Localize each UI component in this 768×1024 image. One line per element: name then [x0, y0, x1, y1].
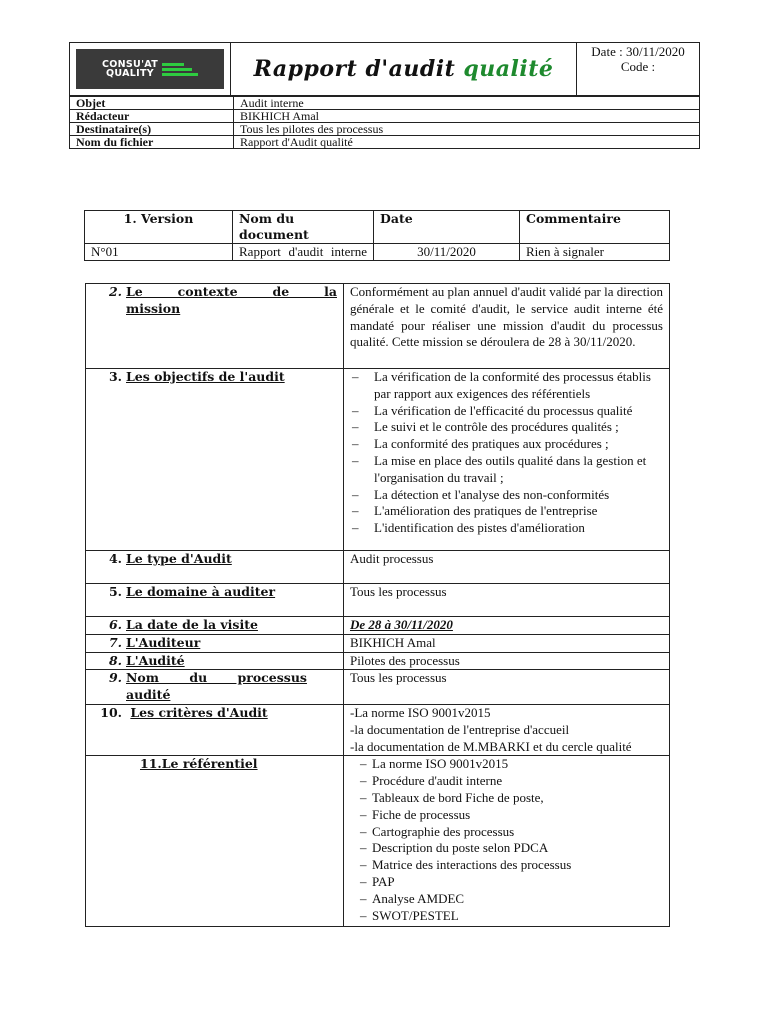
date-code-cell [577, 43, 700, 96]
list-item: – L'identification des pistes d'amélioration [370, 520, 663, 537]
page-title: Rapport d'audit qualité [253, 56, 554, 82]
list-item: – SWOT/PESTEL [372, 908, 663, 925]
list-item: – PAP [372, 874, 663, 891]
company-logo [76, 49, 224, 89]
document-date: Date : 30/11/2020 [591, 44, 685, 59]
info-row: Destinataire(s) Tous les pilotes des processus [70, 123, 700, 136]
info-row: Objet Audit interne [70, 97, 700, 110]
version-header-row: 1. Version Nom du document Date Commentaire [85, 211, 670, 244]
list-item: -la documentation de M.MBARKI et du cercle qualité [350, 738, 632, 754]
list-item: – La mise en place des outils qualité dans la gestion et l'organisation du travail ; [370, 453, 663, 487]
title-cell [231, 43, 577, 96]
version-doc-name: Rapport d'audit interne [233, 244, 374, 261]
referentiel-list [350, 756, 663, 924]
list-item: – Tableaux de bord Fiche de poste, [372, 790, 663, 807]
list-item: – La détection et l'analyse des non-conformités [370, 487, 663, 504]
row-audite: 8. L'Audité Pilotes des processus [86, 652, 670, 670]
list-item: – La vérification de l'efficacité du processus qualité [370, 403, 663, 420]
logo-line-2: QUALITY [106, 68, 154, 79]
list-item: – La norme ISO 9001v2015 [372, 756, 663, 773]
info-row: Rédacteur BIKHICH Amal [70, 110, 700, 123]
list-item: – Procédure d'audit interne [372, 773, 663, 790]
row-date-visite: 6. La date de la visite De 28 à 30/11/2020 [86, 617, 670, 635]
list-item: – La conformité des pratiques aux procédures ; [370, 436, 663, 453]
list-item: – Fiche de processus [372, 807, 663, 824]
row-domaine: 5. Le domaine à auditer Tous les processus [86, 584, 670, 617]
version-table [84, 210, 670, 261]
logo-bars-icon [162, 63, 198, 76]
list-item: -La norme ISO 9001v2015 [350, 704, 491, 720]
row-criteres: 10. Les critères d'Audit -La norme ISO 9001v2015 -la documentation de l'entreprise d'accueil -la documentation de M.MBARKI et du cercle qualité [86, 704, 670, 755]
list-item: -la documentation de l'entreprise d'accueil [350, 721, 570, 737]
row-referentiel: 11.Le référentiel – La norme ISO 9001v2015 – Procédure d'audit interne – Tableaux de bord Fiche de poste, – Fiche de processus – Cartographie des processus – Description du poste selon PDCA – Matrice des interactions des processus – PAP – Analyse AMDEC – SWOT/PESTEL [86, 756, 670, 927]
version-data-row: N°01 Rapport d'audit interne 30/11/2020 Rien à signaler [85, 244, 670, 261]
logo-line-1: CONSU'AT [102, 59, 158, 70]
row-objectifs: 3. Les objectifs de l'audit – La vérification de la conformité des processus établis par rapport aux exigences des référentiels – La vérification de l'efficacité du processus qualité – Le suivi et le contrôle des procédures qualités ; – La conformité des pratiques aux procédures ; – La mise en place des outils qualité dans la gestion et l'organisation du travail ; – La détection et l'analyse des non-conformités – L'amélioration des pratiques de l'entreprise – L'identification des pistes d'amélioration [86, 369, 670, 551]
row-auditeur: 7. L'Auditeur BIKHICH Amal [86, 634, 670, 652]
objectives-list [350, 369, 663, 537]
row-type: 4. Le type d'Audit Audit processus [86, 551, 670, 584]
list-item: – La vérification de la conformité des processus établis par rapport aux exigences des référentiels [370, 369, 663, 403]
list-item: – Description du poste selon PDCA [372, 840, 663, 857]
audit-details-table [85, 283, 670, 927]
document-header [69, 42, 700, 96]
list-item: – Cartographie des processus [372, 824, 663, 841]
document-code: Code : [620, 59, 656, 74]
info-table [69, 96, 700, 149]
logo-cell [70, 43, 231, 96]
info-row: Nom du fichier Rapport d'Audit qualité [70, 136, 700, 149]
list-item: – L'amélioration des pratiques de l'entreprise [370, 503, 663, 520]
list-item: – Matrice des interactions des processus [372, 857, 663, 874]
row-nom-processus: 9. Nom du processus audité Tous les processus [86, 670, 670, 705]
list-item: – Analyse AMDEC [372, 891, 663, 908]
row-contexte: 2. Le contexte de la mission Conformément au plan annuel d'audit validé par la direction générale et le comité d'audit, le service audit interne été mandaté pour réaliser une mission d'audit du processus qualité. Cette mission se déroulera de 28 à 30/11/2020. [86, 284, 670, 369]
list-item: – Le suivi et le contrôle des procédures qualités ; [370, 419, 663, 436]
